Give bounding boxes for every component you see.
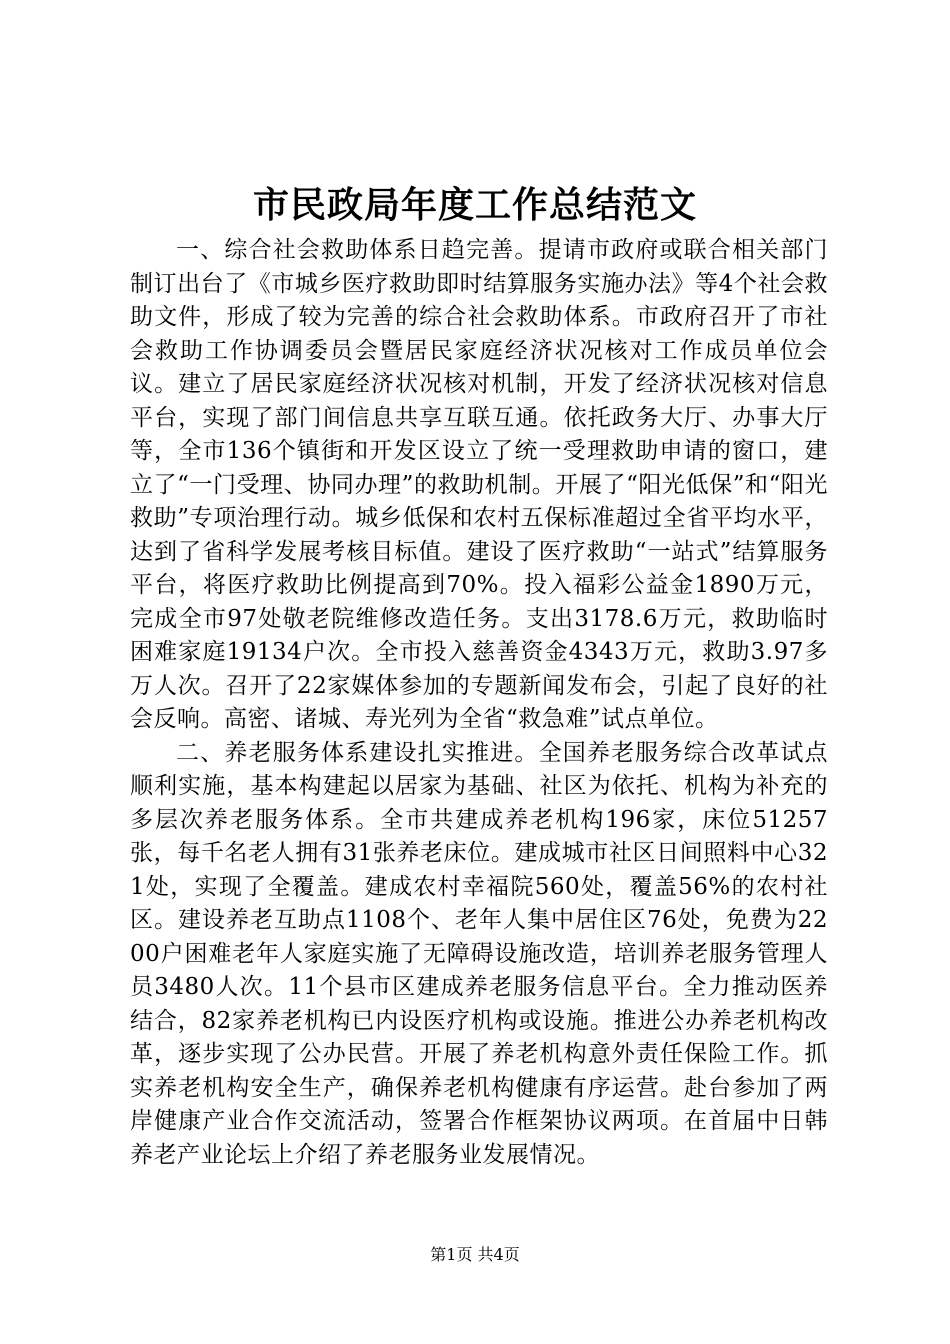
page-title: 市民政局年度工作总结范文	[252, 184, 697, 226]
paragraph-elderly-care: 二、养老服务体系建设扎实推进。全国养老服务综合改革试点顺利实施，基本构建起以居家为基础、社区为依托、机构为补充的多层次养老服务体系。全市共建成养老机构196家，床位51257张，每千名老人拥有31张养老床位。建成城市社区日间照料中心321处，实现了全覆盖。建成农村幸福院560处，覆盖56%的农村社区。建设养老互助点1108个、老年人集中居住区76处，免费为2200户困难老年人家庭实施了无障碍设施改造，培训养老服务管理人员3480人次。11个县市区建成养老服务信息平台。全力推动医养结合，82家养老机构已内设医疗机构或设施。推进公办养老机构改革，逐步实现了公办民营。开展了养老机构意外责任保险工作。抓实养老机构安全生产，确保养老机构健康有序运营。赴台参加了两岸健康产业合作交流活动，签署合作框架协议两项。在首届中日韩养老产业论坛上介绍了养老服务业发展情况。	[130, 739, 828, 1168]
page-number: 第1页 共4页	[430, 1245, 520, 1264]
document-body	[130, 234, 828, 1172]
paragraph-social-assistance: 一、综合社会救助体系日趋完善。提请市政府或联合相关部门制订出台了《市城乡医疗救助即时结算服务实施办法》等4个社会救助文件，形成了较为完善的综合社会救助体系。市政府召开了市社会救助工作协调委员会暨居民家庭经济状况核对工作成员单位会议。建立了居民家庭经济状况核对机制，开发了经济状况核对信息平台，实现了部门间信息共享互联互通。依托政务大厅、办事大厅等，全市136个镇街和开发区设立了统一受理救助申请的窗口，建立了“一门受理、协同办理”的救助机制。开展了“阳光低保”和“阳光救助”专项治理行动。城乡低保和农村五保标准超过全省平均水平，达到了省科学发展考核目标值。建设了医疗救助“一站式”结算服务平台，将医疗救助比例提高到70%。投入福彩公益金1890万元，完成全市97处敬老院维修改造任务。支出3178.6万元，救助临时困难家庭19134户次。全市投入慈善资金4343万元，救助3.97多万人次。召开了22家媒体参加的专题新闻发布会，引起了良好的社会反响。高密、诸城、寿光列为全省“救急难”试点单位。	[130, 237, 828, 732]
